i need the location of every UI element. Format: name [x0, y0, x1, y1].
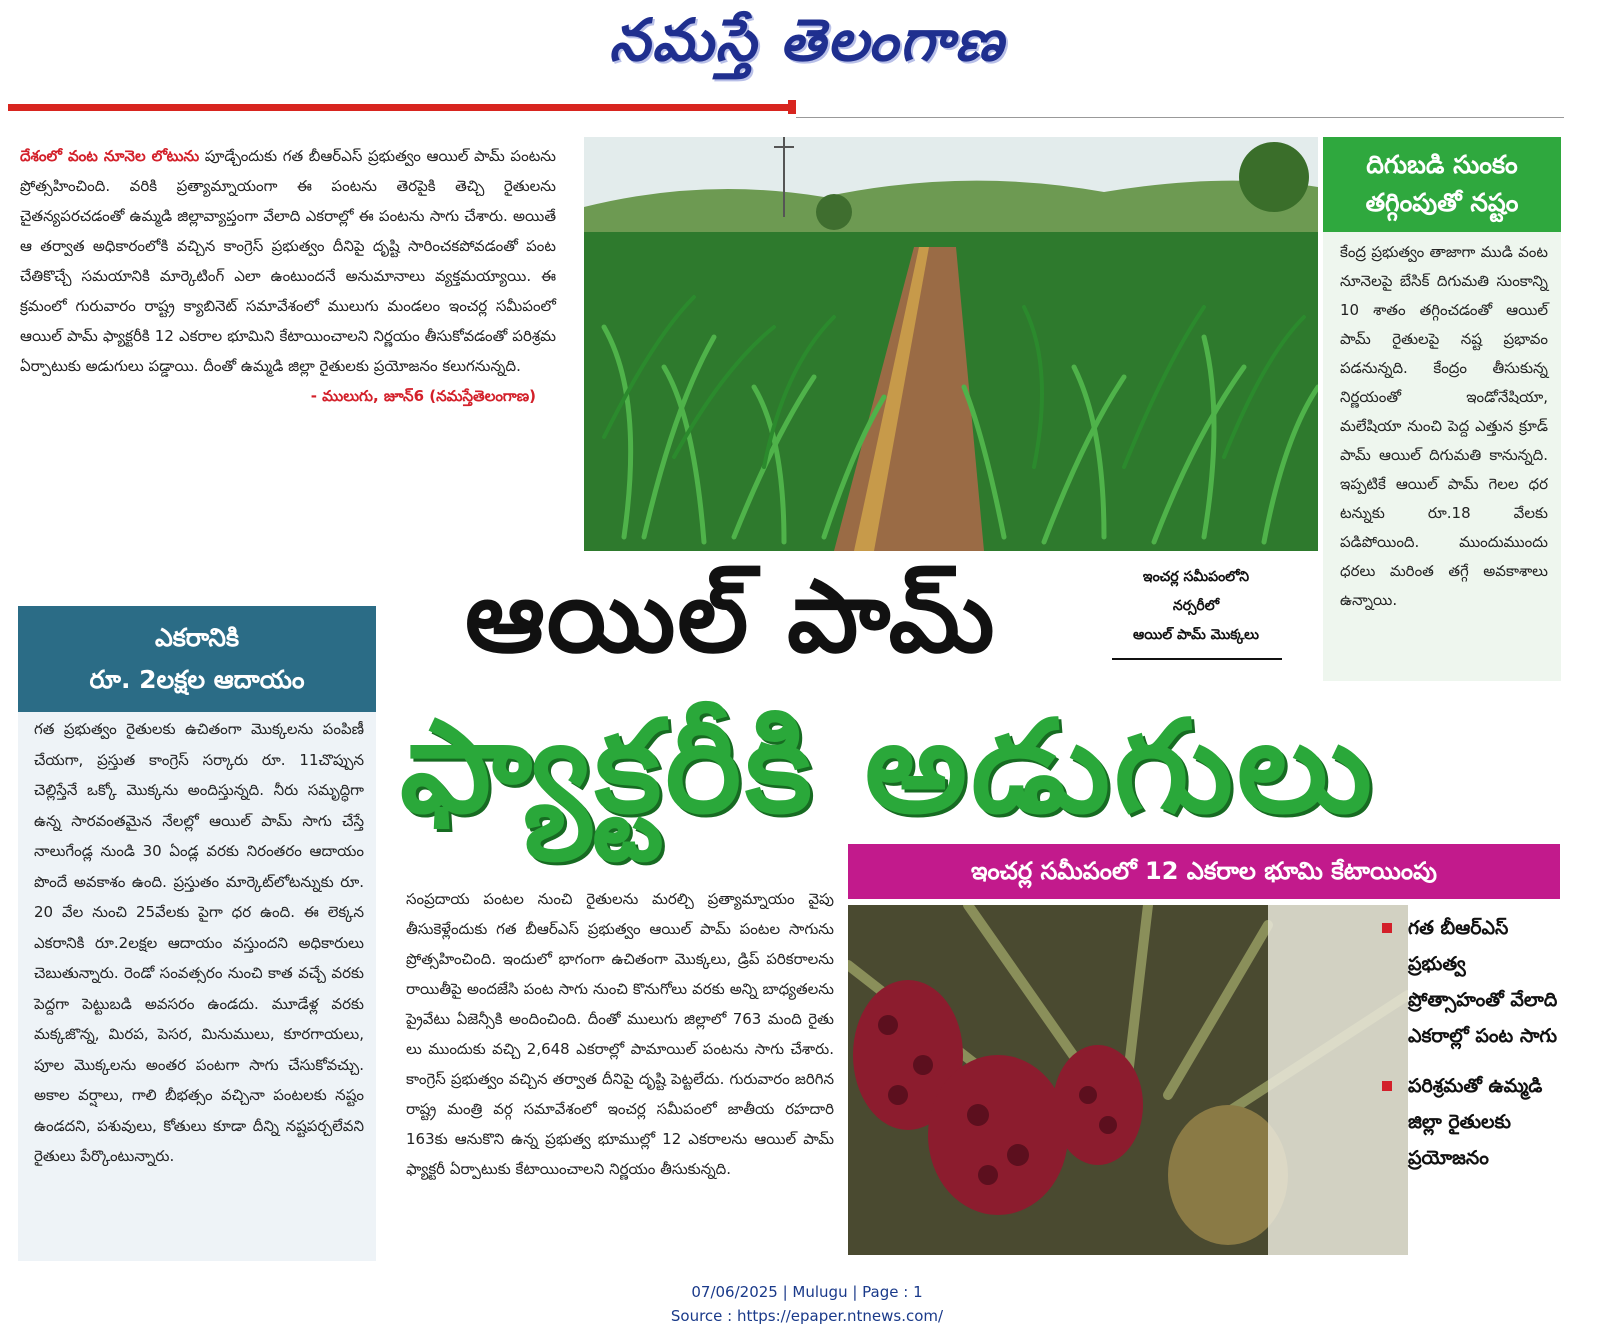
newspaper-logo: నమస్తే తెలంగాణ	[609, 6, 1005, 74]
nursery-photo	[584, 137, 1318, 551]
intro-paragraph	[20, 141, 556, 411]
left-heading-line2: రూ. 2లక్షల ఆదాయం	[89, 665, 305, 694]
left-heading-line1: ఎకరానికి	[154, 623, 240, 652]
caption-line3: ఆయిల్ పామ్ మొక్కలు	[1133, 627, 1259, 643]
photo-caption	[1096, 563, 1296, 650]
bullet-square-icon	[1382, 1081, 1392, 1091]
red-divider-cap	[788, 100, 796, 114]
sidebar-heading-line2: తగ్గింపుతో నష్టం	[1365, 188, 1519, 217]
masthead	[0, 0, 1614, 100]
subhead-banner: ఇంచర్ల సమీపంలో 12 ఎకరాల భూమి కేటాయింపు	[848, 844, 1560, 899]
bullet-text: గత బీఆర్‌ఎస్ ప్రభుత్వ ప్రోత్సాహంతో వేలాది ఎకరాల్లో పంట సాగు	[1408, 917, 1558, 1047]
center-story: సంప్రదాయ పంటల నుంచి రైతులను మరల్చి ప్రత్యామ్నాయం వైపు తీసుకెళ్లేందుకు గత బీఆర్‌ఎస్ ప్రభుత్వం ఆయిల్ పామ్ పంటల సాగును ప్రోత్సహించింది. ఇందులో భాగంగా ఉచితంగా మొక్కలు, డ్రిప్ పరికరాలను రాయితీపై అందజేసి పంట సాగు నుంచి కొనుగోలు వరకు అన్ని బాధ్యతలను ప్రైవేటు ఏజెన్సీకి అందించింది. దీంతో ములుగు జిల్లాలో 763 మంది రైతు లు ముందుకు వచ్చి 2,648 ఎకరాల్లో పామాయిల్ పంటను సాగు చేశారు. కాంగ్రెస్ ప్రభుత్వం వచ్చిన తర్వాత దీనిపై దృష్టి పెట్టలేదు. గురువారం జరిగిన రాష్ట్ర మంత్రి వర్గ సమావేశంలో ఇంచర్ల సమీపంలో జాతీయ రహదారి 163కు ఆనుకొని ఉన్న ప్రభుత్వ భూముల్లో 12 ఎకరాలను ఆయిల్ పామ్ ఫ్యాక్టరీ ఏర్పాటుకు కేటాయించాలని నిర్ణయం తీసుకున్నది.	[406, 890, 834, 1178]
footer-date-page: 07/06/2025 | Mulugu | Page : 1	[691, 1283, 923, 1301]
palm-fruit-photo	[848, 905, 1408, 1255]
caption-line2: నర్సరీలో	[1172, 598, 1220, 614]
bullet-square-icon	[1382, 923, 1392, 933]
footer-source-link[interactable]: Source : https://epaper.ntnews.com/	[670, 1307, 944, 1325]
page-footer	[0, 1280, 1614, 1328]
caption-underline	[1112, 658, 1282, 660]
left-box-heading	[18, 606, 376, 712]
bullet-text: పరిశ్రమతో ఉమ్మడి జిల్లా రైతులకు ప్రయోజనం	[1408, 1075, 1543, 1169]
sidebar-heading-line1: దిగుబడి సుంకం	[1366, 150, 1518, 179]
red-divider	[8, 104, 796, 111]
highlight-bullets	[1378, 910, 1563, 1190]
caption-line1: ఇంచర్ల సమీపంలోని	[1142, 569, 1250, 585]
headline-line1: ఆయిల్ పామ్	[465, 558, 997, 675]
dateline-credit: - ములుగు, జూన్6 (నమస్తేతెలంగాణ)	[310, 387, 536, 405]
bullet-item	[1378, 910, 1563, 1054]
intro-lead: దేశంలో వంట నూనెల లోటును	[20, 147, 200, 165]
headline-line2: ఫ్యాక్టరీకి అడుగులు	[400, 693, 1377, 842]
left-box-body: గత ప్రభుత్వం రైతులకు ఉచితంగా మొక్కలను పంపిణీ చేయగా, ప్రస్తుత కాంగ్రెస్ సర్కారు రూ. 11చొప్పున చెల్లిస్తేనే ఒక్కో మొక్కను అందిస్తున్నది. నీరు సమృద్ధిగా ఉన్న సారవంతమైన నేలల్లో ఆయిల్ పామ్ సాగు చేస్తే నాలుగేండ్ల నుండి 30 ఏండ్ల వరకు నిరంతరం ఆదాయం పొందే అవకాశం ఉంది. ప్రస్తుతం మార్కెట్‌లోటన్నుకు రూ. 20 వేల నుంచి 25వేలకు పైగా ధర ఉంది. ఈ లెక్కన ఎకరానికి రూ.2లక్షల ఆదాయం వస్తుందని అధికారులు చెబుతున్నారు. రెండో సంవత్సరం నుంచి కాత వచ్చే వరకు పెద్దగా పెట్టుబడి అవసరం ఉండదు. మూడేళ్ల వరకు మక్కజొన్న, మిరప, పెసర, మినుములు, కూరగాయలు, పూల మొక్కలను అంతర పంటగా సాగు చేసుకోవచ్చు. అకాల వర్షాలు, గాలి బీభత్సం వచ్చినా పంటలకు నష్టం ఉండదని, పశువులు, కోతులు కూడా దీన్ని నష్టపర్చలేవని రైతులు పేర్కొంటున్నారు.	[34, 720, 364, 1165]
gray-divider	[796, 117, 1564, 118]
sidebar-body: కేంద్ర ప్రభుత్వం తాజాగా ముడి వంట నూనెలపై బేసిక్ దిగుమతి సుంకాన్ని 10 శాతం తగ్గించడంతో ఆయిల్ పామ్ రైతులపై నష్ట ప్రభావం పడనున్నది. కేంద్రం తీసుకున్న నిర్ణయంతో ఇండోనేషియా, మలేషియా నుంచి పెద్ద ఎత్తున క్రూడ్ పామ్ ఆయిల్ దిగుమతి కానున్నది. ఇప్పటికే ఆయిల్ పామ్ గెలల ధర టన్నుకు రూ.18 వేలకు పడిపోయింది. ముందుముందు ధరలు మరింత తగ్గే అవకాశాలు ఉన్నాయి.	[1340, 243, 1548, 609]
sidebar-heading	[1323, 137, 1561, 232]
intro-body: పూడ్చేందుకు గత బీఆర్‌ఎస్ ప్రభుత్వం ఆయిల్ పామ్ పంటను ప్రోత్సహించింది. వరికి ప్రత్యామ్నాయంగా ఈ పంటను తెరపైకి తెచ్చి రైతులను చైతన్యపరచడంతో ఉమ్మడి జిల్లావ్యాప్తంగా వేలాది ఎకరాల్లో ఈ పంటను సాగు చేశారు. అయితే ఆ తర్వాత అధికారంలోకి వచ్చిన కాంగ్రెస్ ప్రభుత్వం దీనిపై దృష్టి సారించకపోవడంతో పంట చేతికొచ్చే సమయానికి మార్కెటింగ్ ఎలా ఉంటుందనే అనుమానాలు వ్యక్తమయ్యాయి. ఈ క్రమంలో గురువారం రాష్ట్ర క్యాబినెట్ సమావేశంలో ములుగు మండలం ఇంచర్ల సమీపంలో ఆయిల్ పామ్ ఫ్యాక్టరీకి 12 ఎకరాల భూమిని కేటాయించాలని నిర్ణయం తీసుకోవడంతో పరిశ్రమ ఏర్పాటుకు అడుగులు పడ్డాయి. దీంతో ఉమ్మడి జిల్లా రైతులకు ప్రయోజనం కలుగనున్నది.	[20, 147, 556, 375]
bullet-item	[1378, 1068, 1563, 1176]
